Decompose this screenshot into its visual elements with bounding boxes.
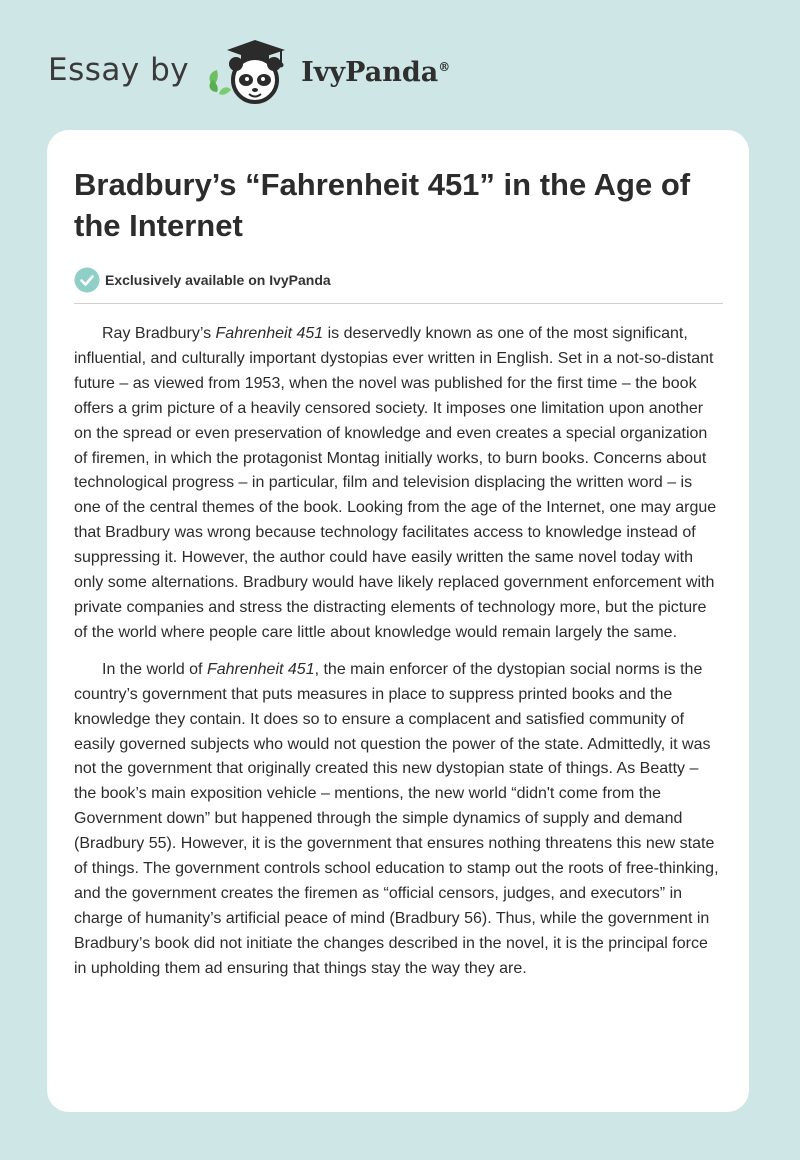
book-title-italic: Fahrenheit 451 — [215, 325, 324, 342]
brand-name[interactable] — [301, 57, 450, 88]
trademark-symbol: ® — [438, 59, 451, 74]
badge-text: Exclusively available on IvyPanda — [105, 272, 331, 288]
paragraph-1 — [74, 322, 723, 646]
paragraph-text: is deservedly known as one of the most significant, influential, and culturally important dystopias ever written in English. Set in a not-so-distant future – as viewed from 1953, when the novel was published for the first time – the book offers a grim picture of a heavily censored society. It imposes one limitation upon another on the spread or even preservation of knowledge and even creates a special organization of firemen, in which the protagonist Montag initially works, to burn books. Concerns about technological progress – in particular, film and television displacing the written word – is one of the central themes of the book. Looking from the age of the Internet, one may argue that Bradbury was wrong because technology facilitates access to knowledge instead of suppressing it. However, the author could have easily written the same novel today with only some alternations. Bradbury would have likely replaced government enforcement with private companies and stress the distracting elements of technology more, but the picture of the world where people care little about knowledge would remain largely the same. — [74, 325, 717, 641]
paragraph-text: , the main enforcer of the dystopian social norms is the country’s government that puts measures in place to suppress printed books and the knowledge they contain. It does so to ensure a complacent and satisfied community of easily governed subjects who would not question the power of the state. Admittedly, it was not the government that originally created this new dystopian state of things. As Beatty – the book’s main exposition vehicle – mentions, the new world “didn't come from the Government down” but happened through the simple dynamics of supply and demand (Bradbury 55). However, it is the government that ensures nothing threatens this new state of things. The government controls school education to stamp out the roots of free-thinking, and the government creates the firemen as “official censors, judges, and executors” in charge of humanity’s artificial peace of mind (Bradbury 56). Thus, while the government in Bradbury’s book did not initiate the changes described in the novel, it is the principal force in upholding them ad ensuring that things stay the way they are. — [74, 660, 719, 977]
check-circle-icon — [74, 267, 100, 293]
site-header — [48, 34, 608, 112]
book-title-italic: Fahrenheit 451 — [206, 660, 315, 678]
panda-graduate-logo-icon[interactable] — [203, 34, 299, 112]
paragraph-text: Ray Bradbury’s — [102, 325, 216, 342]
exclusive-badge — [74, 267, 723, 293]
essay-card — [47, 130, 749, 1112]
essay-by-label: Essay by — [48, 52, 190, 88]
essay-title: Bradbury’s “Fahrenheit 451” in the Age of the Internet — [74, 167, 691, 243]
paragraph-2 — [74, 658, 723, 982]
divider — [74, 303, 723, 304]
paragraph-text: In the world of — [102, 660, 207, 678]
brand-text: IvyPanda — [301, 56, 439, 88]
